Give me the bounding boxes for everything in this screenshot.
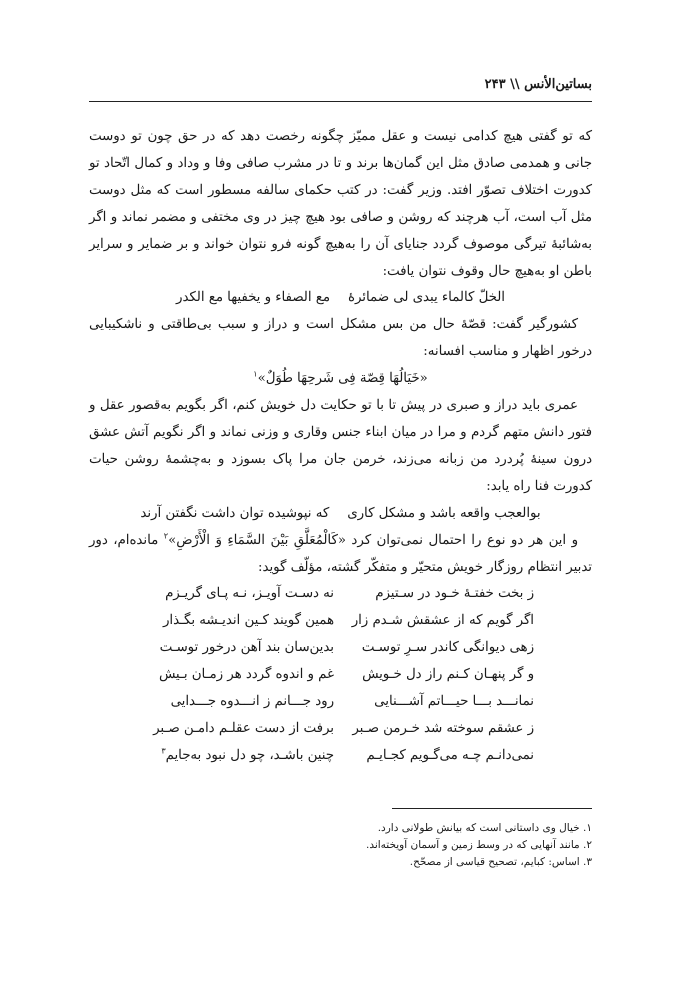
- footnote-rule: [392, 808, 592, 809]
- paragraph-4: [89, 528, 592, 582]
- footnote-number: ۳.: [583, 856, 592, 868]
- footnote-text: خیال وی داستانی است که بیانش طولانی دارد.: [377, 822, 580, 834]
- poem-hemistich-1: زهی دیوانگی کاندر سـرِ توسـت: [361, 640, 534, 656]
- paragraph-4-part-1: و این هر دو نوع را احتمال نمی‌توان کرد «کَالْمُعَلَّقِ بَیْنَ السَّمَاءِ وَ الْأَرْضِ»: [168, 532, 578, 548]
- poem-hemistich-2: رود جـــانم ز انـــدوه جـــدایی: [170, 694, 334, 710]
- poem-hemistich-2: همین گویند کـین اندیـشه بگـذار: [163, 613, 334, 629]
- header-separator: \\: [510, 77, 520, 92]
- persian-verse-hemistich-2: که نپوشیده توان داشت نگفتن آرند: [140, 505, 330, 521]
- paragraph-3: عمری باید دراز و صبری در پیش تا با تو حکایت دل خویش کنم، اگر بگویم به‌قصور عقل و فتور دانش متهم گردم و مرا در میان ابناء جنس وقاری و وزنی نماند و اگر نگویم آتش عشق درون سینهٔ پُردرد من زبانه می‌زند، خرمن جان مرا پاک بسوزد و به‌چشمهٔ روشن حیات کدورت فنا راه یابد:: [89, 398, 592, 494]
- poem-line: [89, 635, 592, 662]
- running-title: بساتین‌الأنس: [524, 77, 592, 92]
- quote-line: [89, 366, 592, 393]
- poem-hemistich-1: و گر پنهـان کـنم راز دل خـویش: [362, 667, 534, 683]
- poem-hemistich-1: نمانـــد بـــا حیـــاتم آشـــنایی: [374, 694, 534, 710]
- persian-verse-hemistich-1: بوالعجب واقعه باشد و مشکل کاری: [347, 505, 541, 521]
- paragraph-4-part-2: مانده‌ام، دور تدبیر انتظام روزگار خویش متحیّر و متفکّر گشته، مؤلّف گوید:: [89, 532, 592, 575]
- poem-line: [89, 662, 592, 689]
- poem-line: [89, 716, 592, 743]
- footnote-1: [89, 820, 592, 837]
- poem-line: [89, 581, 592, 608]
- paragraph-1: که تو گفتی هیچ کدامی نیست و عقل ممیّز چگونه رخصت دهد که در حق چون تو دوست جانی و همدمی صادق مثل این گمان‌ها برند و تا در مشرب صافی وفا و وداد و کمال اتّحاد تو کدورت اختلاف تصوّر افتد. وزیر گفت: در کتب حکمای سالفه مسطور است که مثل دوست مثل آب است، آب هرچند که روشن و صافی بود هیچ چیز در وی مختفی و مضمر نماند و اگر به‌شائبهٔ تیرگی موصوف گردد جنایای آن را به‌هیچ گونه فرو نتوان خواند و بر ضمایر و سرایر باطن او به‌هیچ حال وقوف نتوان یافت:: [89, 129, 592, 279]
- header-rule: [89, 101, 592, 102]
- persian-verse: [89, 501, 592, 528]
- footnote-marker-3[interactable]: ۳: [161, 746, 166, 756]
- poem-line: [89, 689, 592, 716]
- arabic-verse: [89, 285, 592, 312]
- poem: [89, 581, 592, 769]
- footnote-marker-1[interactable]: ۱: [253, 369, 258, 379]
- poem-hemistich-2: بدین‌سان بند آهن درخور توسـت: [159, 640, 334, 656]
- poem-hemistich-2: برفت از دست عقلـم دامـن صـبر: [153, 720, 334, 736]
- poem-hemistich-1: اگر گویم که از عشقش شـدم زار: [351, 613, 534, 629]
- poem-hemistich-2-text: چنین باشـد، چو دل نبود به‌جایم: [165, 747, 334, 763]
- poem-hemistich-1: نمی‌دانـم چـه می‌گـویم کجـایـم: [366, 747, 534, 763]
- main-text: [89, 124, 592, 770]
- footnote-marker-2[interactable]: ۲: [163, 531, 169, 541]
- poem-line: [89, 608, 592, 635]
- arabic-verse-hemistich-2: مع الصفاء و یخفیها مع الکدر: [176, 290, 330, 306]
- arabic-verse-hemistich-1: الخلّ کالماء یبدی لی ضمائرهٔ: [347, 290, 505, 306]
- poem-hemistich-2: غم و اندوه گردد هر زمـان بـیش: [158, 667, 334, 683]
- running-header: [89, 76, 592, 94]
- poem-hemistich-1: ز بخت خفتـهٔ خـود در سـتیزم: [375, 586, 534, 602]
- footnote-text: مانند آنهایی که در وسط زمین و آسمان آویخته‌اند.: [365, 839, 580, 851]
- poem-hemistich-1: ز عشقم سوخته شد خـرمن صـبر: [352, 720, 534, 736]
- poem-line: [89, 743, 592, 770]
- footnote-3: [89, 854, 592, 871]
- page-number: ۲۴۳: [484, 77, 506, 92]
- footnote-text: اساس: کبایم، تصحیح قیاسی از مصحّح.: [409, 856, 580, 868]
- quote-text: «خَیَالُهَا قِصّة فِی شَرحِهَا طُوَلٌ»: [257, 371, 428, 387]
- footnote-number: ۱.: [583, 822, 592, 834]
- paragraph-2: کشورگیر گفت: قصّهٔ حال من بس مشکل است و دراز و سبب بی‌طاقتی و ناشکیبایی درخور اظهار و مناسب افسانه:: [89, 317, 592, 360]
- footnotes: [89, 820, 592, 871]
- footnote-number: ۲.: [583, 839, 592, 851]
- poem-hemistich-2: نه دسـت آویـز، نـه پـای گریـزم: [165, 586, 334, 602]
- footnote-2: [89, 837, 592, 854]
- poem-hemistich-2: [124, 743, 334, 770]
